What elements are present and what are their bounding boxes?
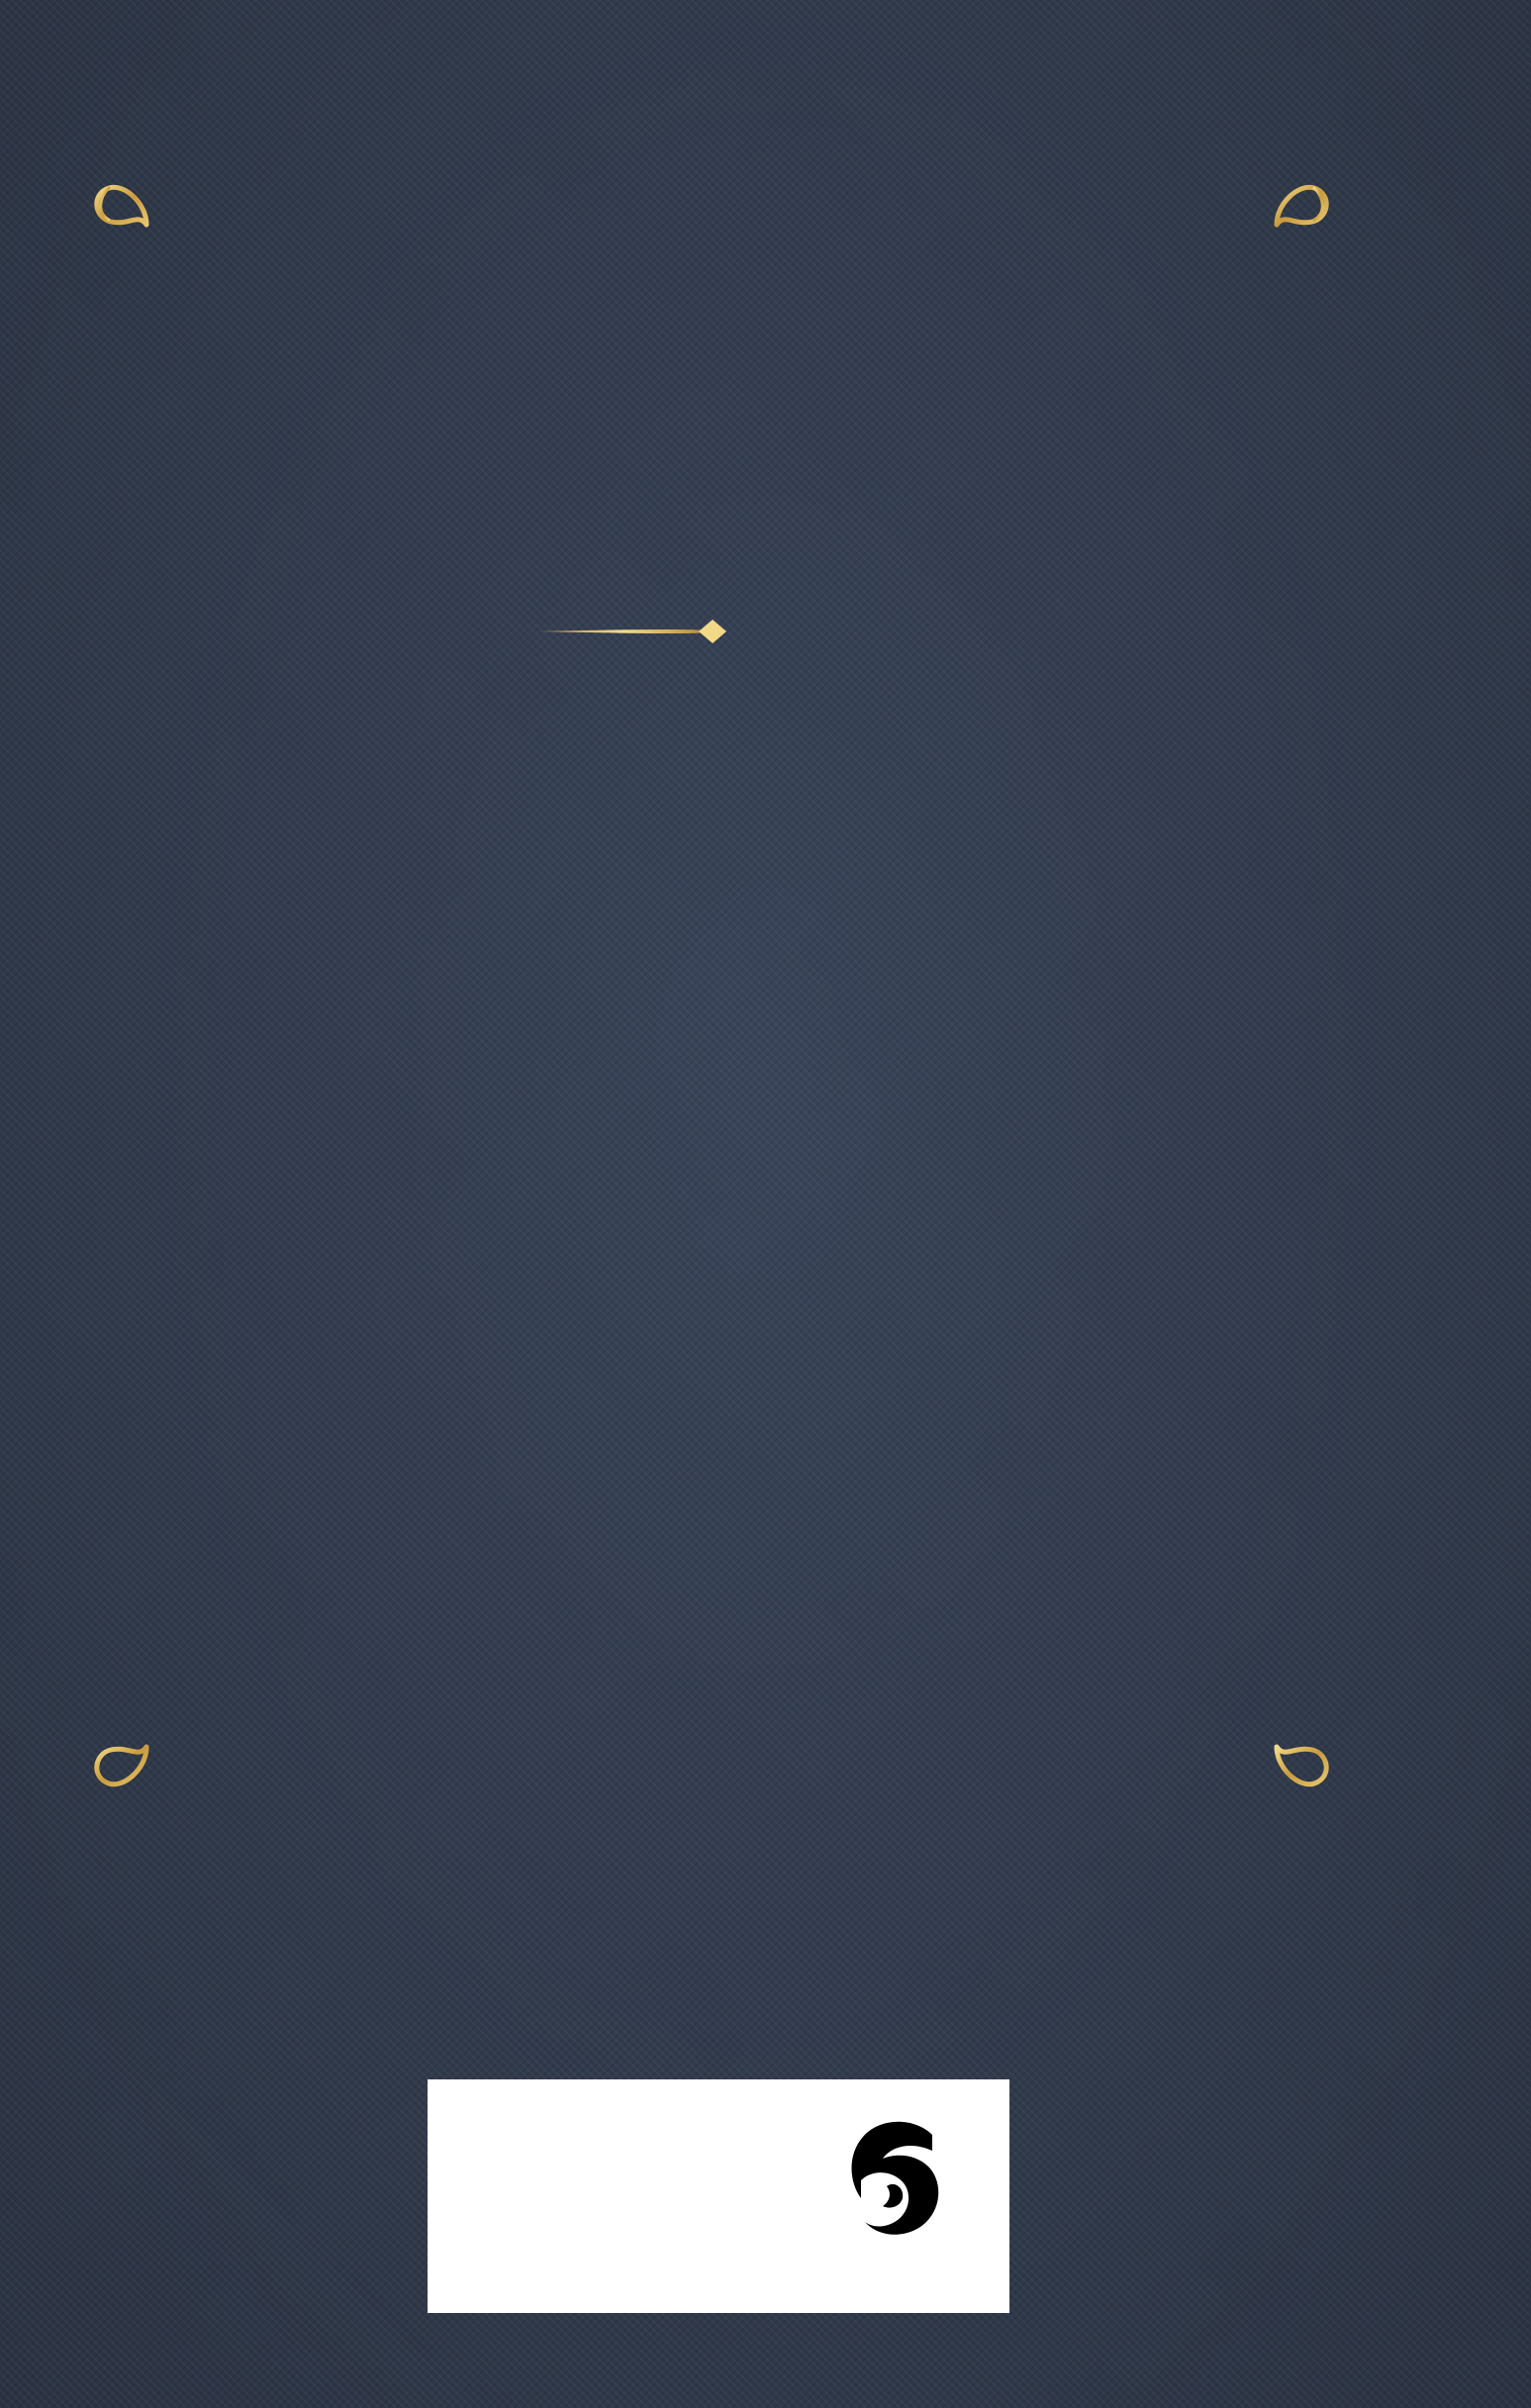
divider-ornament <box>539 620 881 643</box>
barcode-panel <box>428 2079 1009 2313</box>
barcode <box>461 2147 788 2262</box>
author-bio <box>242 307 1183 501</box>
eksmo-logo-icon <box>825 2107 974 2256</box>
